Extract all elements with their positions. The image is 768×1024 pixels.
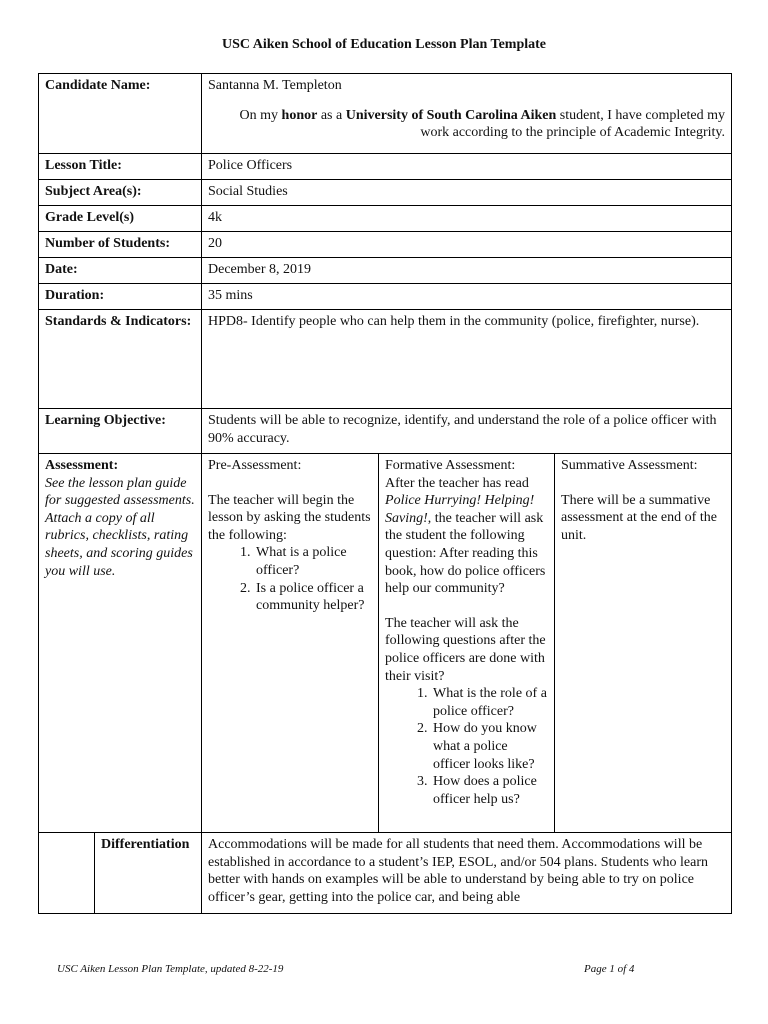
candidate-row [39,74,732,154]
pre-assessment-list [208,544,372,614]
differentiation-row [39,833,732,914]
grade-level-label: Grade Level(s) [39,206,202,232]
num-students-row [39,232,732,258]
standards-row [39,310,732,409]
formative-assessment-text: After the teacher has read Police Hurrying! Helping! Saving!, the teacher will ask the student the following question: After reading this book, how do police officers help our community? [385,475,546,597]
duration-label: Duration: [39,284,202,310]
pre-assessment-cell [202,454,379,833]
grade-level-value: 4k [202,206,732,232]
formative-assessment-cell [379,454,555,833]
candidate-name: Santanna M. Templeton [208,78,342,93]
grade-level-row [39,206,732,232]
empty-cell [39,833,95,914]
assessment-note: See the lesson plan guide for suggested assessments. Attach a copy of all rubrics, checklists, rating sheets, and scoring guides you will use. [45,475,195,579]
duration-value: 35 mins [202,284,732,310]
subject-area-label: Subject Area(s): [39,180,202,206]
candidate-label: Candidate Name: [39,74,202,154]
formative-assessment-text-2: The teacher will ask the following questions after the police officers are done with their visit? [385,615,546,684]
lesson-title-value: Police Officers [202,154,732,180]
candidate-cell [202,74,732,154]
objective-value: Students will be able to recognize, identify, and understand the role of a police officer with 90% accuracy. [202,409,732,454]
subject-area-value: Social Studies [202,180,732,206]
date-value: December 8, 2019 [202,258,732,284]
date-label: Date: [39,258,202,284]
differentiation-label: Differentiation [95,833,202,914]
objective-row [39,409,732,454]
page-title: USC Aiken School of Education Lesson Plan Template [221,37,546,52]
footer-page-number: Page 1 of 4 [584,963,635,975]
duration-row [39,284,732,310]
assessment-row [39,454,732,833]
list-item: 1. What is the role of a police officer? [431,685,548,720]
pre-assessment-heading: Pre-Assessment: [208,458,302,473]
honor-statement: On my honor as a University of South Carolina Aiken student, I have completed my work according to the principle of Academic Integrity. [239,107,726,141]
footer-left: USC Aiken Lesson Plan Template, updated 8-22-19 [57,963,284,975]
date-row [39,258,732,284]
formative-assessment-heading: Formative Assessment: [385,458,516,473]
formative-assessment-list [385,685,548,808]
summative-assessment-cell [555,454,732,833]
objective-label: Learning Objective: [39,409,202,454]
book-title: Police Hurrying! Helping! Saving! [385,493,535,526]
lesson-title-label: Lesson Title: [39,154,202,180]
differentiation-text: Accommodations will be made for all students that need them. Accommodations will be established in accordance to a student’s IEP, ESOL, and/or 504 plans. Students who learn better with hands on examples will be able to understand by being able to try on police officer’s gear, getting into the police car, and being able [202,833,732,914]
lesson-title-row [39,154,732,180]
list-item: 2. Is a police officer a community helper? [254,580,372,615]
num-students-label: Number of Students: [39,232,202,258]
assessment-label-cell [39,454,202,833]
assessment-label: Assessment: [45,458,119,473]
pre-assessment-text: The teacher will begin the lesson by asking the students the following: [208,492,371,543]
list-item: 2. How do you know what a police officer looks like? [431,720,548,773]
summative-assessment-heading: Summative Assessment: [561,458,698,473]
subject-area-row [39,180,732,206]
summative-assessment-text: There will be a summative assessment at the end of the unit. [561,492,717,543]
lesson-plan-table [38,73,732,914]
list-item: 1. What is a police officer? [254,544,372,579]
num-students-value: 20 [202,232,732,258]
list-item: 3. How does a police officer help us? [431,773,548,808]
standards-label: Standards & Indicators: [39,310,202,409]
standards-value: HPD8- Identify people who can help them in the community (police, firefighter, nurse). [202,310,732,409]
